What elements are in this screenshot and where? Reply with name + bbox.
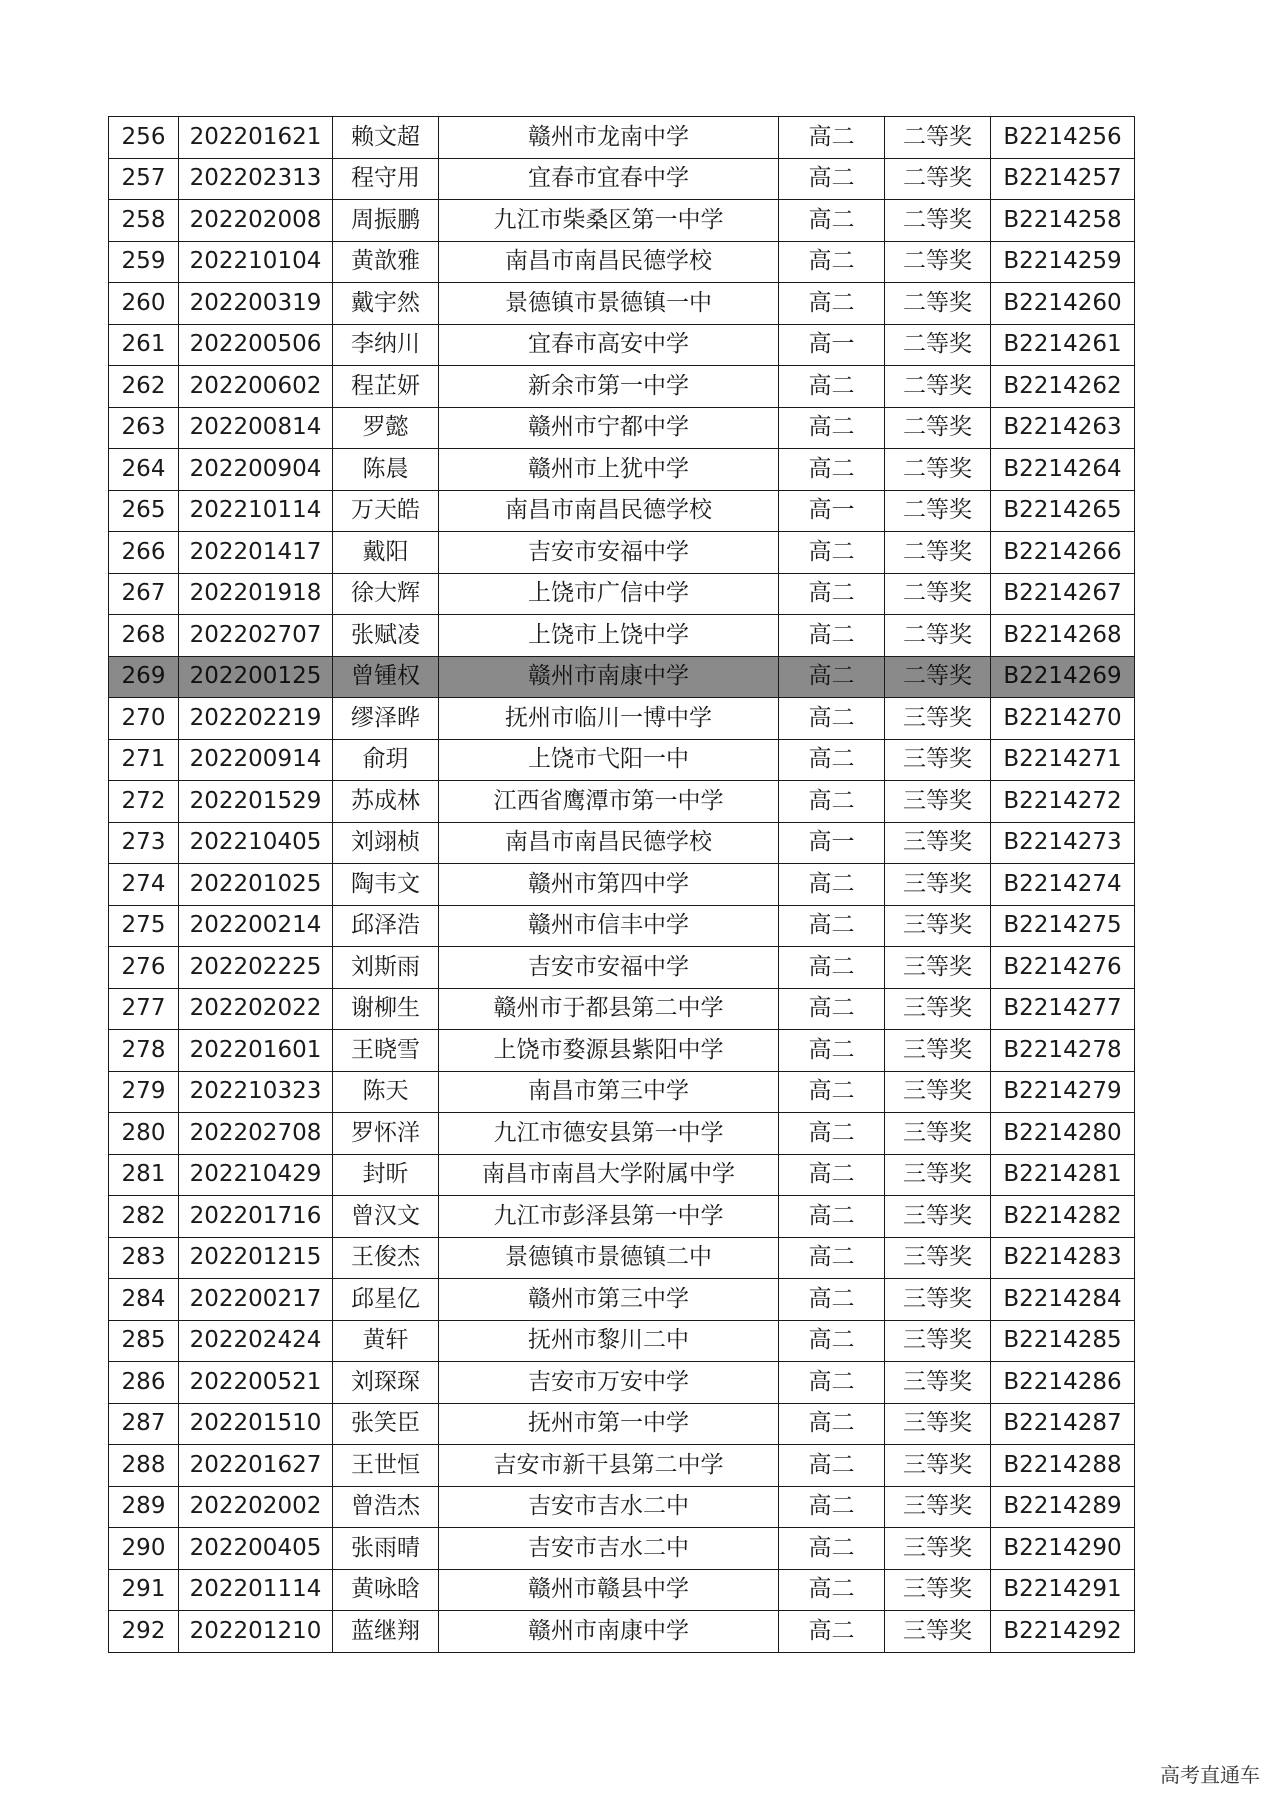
award-level-cell: 三等奖 (885, 1237, 991, 1279)
award-level-cell: 三等奖 (885, 822, 991, 864)
student-name-cell: 邱泽浩 (333, 905, 439, 947)
grade-cell: 高二 (779, 1320, 885, 1362)
table-row (109, 1403, 1135, 1445)
row-number-cell: 277 (109, 988, 179, 1030)
row-number-cell: 257 (109, 158, 179, 200)
student-name-cell: 黄歆雅 (333, 241, 439, 283)
student-name-cell: 刘琛琛 (333, 1362, 439, 1404)
certificate-number-cell: B2214266 (991, 532, 1135, 574)
row-number-cell: 264 (109, 449, 179, 491)
certificate-number-cell: B2214274 (991, 864, 1135, 906)
student-name-cell: 曾锺权 (333, 656, 439, 698)
table-row (109, 117, 1135, 159)
exam-id-cell: 202201627 (179, 1445, 333, 1487)
row-number-cell: 282 (109, 1196, 179, 1238)
grade-cell: 高二 (779, 739, 885, 781)
exam-id-cell: 202202225 (179, 947, 333, 989)
table-row (109, 1486, 1135, 1528)
school-cell: 宜春市高安中学 (439, 324, 779, 366)
row-number-cell: 263 (109, 407, 179, 449)
student-name-cell: 缪泽晔 (333, 698, 439, 740)
exam-id-cell: 202201215 (179, 1237, 333, 1279)
row-number-cell: 272 (109, 781, 179, 823)
student-name-cell: 周振鹏 (333, 200, 439, 242)
certificate-number-cell: B2214260 (991, 283, 1135, 325)
table-row (109, 200, 1135, 242)
row-number-cell: 274 (109, 864, 179, 906)
school-cell: 南昌市第三中学 (439, 1071, 779, 1113)
student-name-cell: 程守用 (333, 158, 439, 200)
school-cell: 赣州市宁都中学 (439, 407, 779, 449)
student-name-cell: 曾浩杰 (333, 1486, 439, 1528)
student-name-cell: 曾汉文 (333, 1196, 439, 1238)
certificate-number-cell: B2214287 (991, 1403, 1135, 1445)
certificate-number-cell: B2214272 (991, 781, 1135, 823)
student-name-cell: 戴宇然 (333, 283, 439, 325)
student-name-cell: 黄咏晗 (333, 1569, 439, 1611)
award-table-body (109, 117, 1135, 1653)
certificate-number-cell: B2214282 (991, 1196, 1135, 1238)
award-level-cell: 二等奖 (885, 656, 991, 698)
school-cell: 九江市柴桑区第一中学 (439, 200, 779, 242)
school-cell: 抚州市第一中学 (439, 1403, 779, 1445)
student-name-cell: 刘斯雨 (333, 947, 439, 989)
certificate-number-cell: B2214271 (991, 739, 1135, 781)
school-cell: 吉安市万安中学 (439, 1362, 779, 1404)
row-number-cell: 261 (109, 324, 179, 366)
table-row (109, 905, 1135, 947)
exam-id-cell: 202200914 (179, 739, 333, 781)
table-row (109, 947, 1135, 989)
exam-id-cell: 202202022 (179, 988, 333, 1030)
student-name-cell: 黄轩 (333, 1320, 439, 1362)
row-number-cell: 256 (109, 117, 179, 159)
grade-cell: 高一 (779, 324, 885, 366)
row-number-cell: 267 (109, 573, 179, 615)
award-level-cell: 三等奖 (885, 1196, 991, 1238)
award-level-cell: 二等奖 (885, 449, 991, 491)
school-cell: 赣州市南康中学 (439, 1611, 779, 1653)
certificate-number-cell: B2214276 (991, 947, 1135, 989)
school-cell: 景德镇市景德镇一中 (439, 283, 779, 325)
school-cell: 江西省鹰潭市第一中学 (439, 781, 779, 823)
student-name-cell: 陈天 (333, 1071, 439, 1113)
certificate-number-cell: B2214258 (991, 200, 1135, 242)
student-name-cell: 罗懿 (333, 407, 439, 449)
certificate-number-cell: B2214288 (991, 1445, 1135, 1487)
row-number-cell: 270 (109, 698, 179, 740)
award-level-cell: 二等奖 (885, 490, 991, 532)
grade-cell: 高二 (779, 200, 885, 242)
row-number-cell: 268 (109, 615, 179, 657)
exam-id-cell: 202210104 (179, 241, 333, 283)
row-number-cell: 278 (109, 1030, 179, 1072)
school-cell: 抚州市临川一博中学 (439, 698, 779, 740)
table-row (109, 1445, 1135, 1487)
grade-cell: 高二 (779, 1030, 885, 1072)
grade-cell: 高二 (779, 117, 885, 159)
school-cell: 赣州市赣县中学 (439, 1569, 779, 1611)
row-number-cell: 262 (109, 366, 179, 408)
exam-id-cell: 202202002 (179, 1486, 333, 1528)
table-row (109, 739, 1135, 781)
certificate-number-cell: B2214268 (991, 615, 1135, 657)
exam-id-cell: 202201621 (179, 117, 333, 159)
certificate-number-cell: B2214275 (991, 905, 1135, 947)
student-name-cell: 程芷妍 (333, 366, 439, 408)
grade-cell: 高二 (779, 1486, 885, 1528)
award-level-cell: 二等奖 (885, 241, 991, 283)
grade-cell: 高二 (779, 1237, 885, 1279)
award-level-cell: 二等奖 (885, 407, 991, 449)
grade-cell: 高二 (779, 1196, 885, 1238)
award-level-cell: 三等奖 (885, 1528, 991, 1570)
student-name-cell: 王俊杰 (333, 1237, 439, 1279)
exam-id-cell: 202201417 (179, 532, 333, 574)
grade-cell: 高二 (779, 1611, 885, 1653)
school-cell: 宜春市宜春中学 (439, 158, 779, 200)
exam-id-cell: 202200214 (179, 905, 333, 947)
student-name-cell: 陈晨 (333, 449, 439, 491)
certificate-number-cell: B2214291 (991, 1569, 1135, 1611)
student-name-cell: 王晓雪 (333, 1030, 439, 1072)
student-name-cell: 谢柳生 (333, 988, 439, 1030)
table-row (109, 573, 1135, 615)
exam-id-cell: 202202424 (179, 1320, 333, 1362)
row-number-cell: 283 (109, 1237, 179, 1279)
student-name-cell: 徐大辉 (333, 573, 439, 615)
certificate-number-cell: B2214256 (991, 117, 1135, 159)
award-level-cell: 三等奖 (885, 698, 991, 740)
table-row (109, 449, 1135, 491)
grade-cell: 高二 (779, 1528, 885, 1570)
grade-cell: 高二 (779, 1569, 885, 1611)
school-cell: 南昌市南昌民德学校 (439, 822, 779, 864)
student-name-cell: 戴阳 (333, 532, 439, 574)
exam-id-cell: 202200602 (179, 366, 333, 408)
row-number-cell: 271 (109, 739, 179, 781)
grade-cell: 高二 (779, 1362, 885, 1404)
row-number-cell: 258 (109, 200, 179, 242)
certificate-number-cell: B2214280 (991, 1113, 1135, 1155)
school-cell: 新余市第一中学 (439, 366, 779, 408)
grade-cell: 高二 (779, 532, 885, 574)
grade-cell: 高二 (779, 781, 885, 823)
student-name-cell: 刘翊桢 (333, 822, 439, 864)
exam-id-cell: 202201114 (179, 1569, 333, 1611)
school-cell: 上饶市婺源县紫阳中学 (439, 1030, 779, 1072)
award-level-cell: 三等奖 (885, 1445, 991, 1487)
school-cell: 九江市德安县第一中学 (439, 1113, 779, 1155)
certificate-number-cell: B2214263 (991, 407, 1135, 449)
award-level-cell: 二等奖 (885, 615, 991, 657)
school-cell: 吉安市安福中学 (439, 532, 779, 574)
table-row (109, 324, 1135, 366)
certificate-number-cell: B2214277 (991, 988, 1135, 1030)
row-number-cell: 259 (109, 241, 179, 283)
table-row (109, 781, 1135, 823)
award-level-cell: 三等奖 (885, 1611, 991, 1653)
school-cell: 赣州市龙南中学 (439, 117, 779, 159)
certificate-number-cell: B2214278 (991, 1030, 1135, 1072)
certificate-number-cell: B2214292 (991, 1611, 1135, 1653)
exam-id-cell: 202210323 (179, 1071, 333, 1113)
exam-id-cell: 202200319 (179, 283, 333, 325)
certificate-number-cell: B2214284 (991, 1279, 1135, 1321)
exam-id-cell: 202201529 (179, 781, 333, 823)
exam-id-cell: 202210405 (179, 822, 333, 864)
row-number-cell: 269 (109, 656, 179, 698)
certificate-number-cell: B2214286 (991, 1362, 1135, 1404)
school-cell: 南昌市南昌民德学校 (439, 241, 779, 283)
grade-cell: 高二 (779, 905, 885, 947)
student-name-cell: 王世恒 (333, 1445, 439, 1487)
exam-id-cell: 202200814 (179, 407, 333, 449)
award-level-cell: 三等奖 (885, 1113, 991, 1155)
exam-id-cell: 202200521 (179, 1362, 333, 1404)
table-row (109, 1320, 1135, 1362)
row-number-cell: 292 (109, 1611, 179, 1653)
row-number-cell: 276 (109, 947, 179, 989)
certificate-number-cell: B2214259 (991, 241, 1135, 283)
table-row (109, 698, 1135, 740)
exam-id-cell: 202200506 (179, 324, 333, 366)
table-row (109, 988, 1135, 1030)
exam-id-cell: 202201716 (179, 1196, 333, 1238)
exam-id-cell: 202202008 (179, 200, 333, 242)
exam-id-cell: 202200405 (179, 1528, 333, 1570)
student-name-cell: 蓝继翔 (333, 1611, 439, 1653)
certificate-number-cell: B2214261 (991, 324, 1135, 366)
row-number-cell: 285 (109, 1320, 179, 1362)
table-row (109, 490, 1135, 532)
exam-id-cell: 202200904 (179, 449, 333, 491)
exam-id-cell: 202201210 (179, 1611, 333, 1653)
exam-id-cell: 202201601 (179, 1030, 333, 1072)
row-number-cell: 279 (109, 1071, 179, 1113)
grade-cell: 高二 (779, 1071, 885, 1113)
table-row (109, 656, 1135, 698)
certificate-number-cell: B2214283 (991, 1237, 1135, 1279)
row-number-cell: 288 (109, 1445, 179, 1487)
award-list-table (108, 116, 1135, 1653)
certificate-number-cell: B2214279 (991, 1071, 1135, 1113)
student-name-cell: 李纳川 (333, 324, 439, 366)
school-cell: 上饶市广信中学 (439, 573, 779, 615)
school-cell: 吉安市吉水二中 (439, 1486, 779, 1528)
grade-cell: 高二 (779, 615, 885, 657)
grade-cell: 高二 (779, 573, 885, 615)
school-cell: 赣州市第三中学 (439, 1279, 779, 1321)
table-row (109, 615, 1135, 657)
school-cell: 景德镇市景德镇二中 (439, 1237, 779, 1279)
row-number-cell: 284 (109, 1279, 179, 1321)
table-row (109, 241, 1135, 283)
award-level-cell: 二等奖 (885, 366, 991, 408)
exam-id-cell: 202201510 (179, 1403, 333, 1445)
exam-id-cell: 202200217 (179, 1279, 333, 1321)
award-level-cell: 三等奖 (885, 1569, 991, 1611)
grade-cell: 高二 (779, 1279, 885, 1321)
grade-cell: 高二 (779, 1445, 885, 1487)
row-number-cell: 289 (109, 1486, 179, 1528)
award-level-cell: 二等奖 (885, 573, 991, 615)
certificate-number-cell: B2214285 (991, 1320, 1135, 1362)
grade-cell: 高二 (779, 1403, 885, 1445)
exam-id-cell: 202201025 (179, 864, 333, 906)
student-name-cell: 罗怀洋 (333, 1113, 439, 1155)
table-row (109, 158, 1135, 200)
grade-cell: 高二 (779, 656, 885, 698)
exam-id-cell: 202202219 (179, 698, 333, 740)
student-name-cell: 陶韦文 (333, 864, 439, 906)
award-level-cell: 三等奖 (885, 905, 991, 947)
student-name-cell: 张笑臣 (333, 1403, 439, 1445)
exam-id-cell: 202202707 (179, 615, 333, 657)
school-cell: 南昌市南昌大学附属中学 (439, 1154, 779, 1196)
grade-cell: 高二 (779, 366, 885, 408)
student-name-cell: 张雨晴 (333, 1528, 439, 1570)
table-row (109, 864, 1135, 906)
certificate-number-cell: B2214267 (991, 573, 1135, 615)
grade-cell: 高一 (779, 490, 885, 532)
row-number-cell: 260 (109, 283, 179, 325)
grade-cell: 高二 (779, 947, 885, 989)
school-cell: 吉安市新干县第二中学 (439, 1445, 779, 1487)
table-row (109, 822, 1135, 864)
grade-cell: 高二 (779, 407, 885, 449)
award-level-cell: 三等奖 (885, 1071, 991, 1113)
grade-cell: 高二 (779, 1113, 885, 1155)
award-level-cell: 三等奖 (885, 1403, 991, 1445)
table-row (109, 283, 1135, 325)
school-cell: 九江市彭泽县第一中学 (439, 1196, 779, 1238)
certificate-number-cell: B2214273 (991, 822, 1135, 864)
school-cell: 赣州市第四中学 (439, 864, 779, 906)
school-cell: 赣州市上犹中学 (439, 449, 779, 491)
table-row (109, 1196, 1135, 1238)
award-level-cell: 二等奖 (885, 200, 991, 242)
grade-cell: 高一 (779, 822, 885, 864)
school-cell: 吉安市安福中学 (439, 947, 779, 989)
grade-cell: 高二 (779, 988, 885, 1030)
school-cell: 上饶市上饶中学 (439, 615, 779, 657)
row-number-cell: 275 (109, 905, 179, 947)
school-cell: 赣州市信丰中学 (439, 905, 779, 947)
table-row (109, 1030, 1135, 1072)
exam-id-cell: 202210429 (179, 1154, 333, 1196)
certificate-number-cell: B2214281 (991, 1154, 1135, 1196)
award-level-cell: 三等奖 (885, 1030, 991, 1072)
table-row (109, 532, 1135, 574)
school-cell: 上饶市弋阳一中 (439, 739, 779, 781)
table-row (109, 1154, 1135, 1196)
grade-cell: 高二 (779, 158, 885, 200)
grade-cell: 高二 (779, 1154, 885, 1196)
school-cell: 赣州市南康中学 (439, 656, 779, 698)
award-level-cell: 三等奖 (885, 739, 991, 781)
exam-id-cell: 202202313 (179, 158, 333, 200)
award-level-cell: 三等奖 (885, 1320, 991, 1362)
row-number-cell: 280 (109, 1113, 179, 1155)
award-level-cell: 二等奖 (885, 158, 991, 200)
source-watermark: 高考直通车 (1160, 1763, 1260, 1787)
certificate-number-cell: B2214290 (991, 1528, 1135, 1570)
certificate-number-cell: B2214265 (991, 490, 1135, 532)
certificate-number-cell: B2214270 (991, 698, 1135, 740)
row-number-cell: 266 (109, 532, 179, 574)
school-cell: 吉安市吉水二中 (439, 1528, 779, 1570)
award-level-cell: 二等奖 (885, 283, 991, 325)
table-row (109, 366, 1135, 408)
certificate-number-cell: B2214269 (991, 656, 1135, 698)
student-name-cell: 万天皓 (333, 490, 439, 532)
exam-id-cell: 202201918 (179, 573, 333, 615)
table-row (109, 1611, 1135, 1653)
school-cell: 南昌市南昌民德学校 (439, 490, 779, 532)
table-row (109, 1569, 1135, 1611)
certificate-number-cell: B2214264 (991, 449, 1135, 491)
certificate-number-cell: B2214257 (991, 158, 1135, 200)
student-name-cell: 苏成林 (333, 781, 439, 823)
award-level-cell: 三等奖 (885, 1279, 991, 1321)
student-name-cell: 赖文超 (333, 117, 439, 159)
grade-cell: 高二 (779, 449, 885, 491)
grade-cell: 高二 (779, 698, 885, 740)
award-level-cell: 二等奖 (885, 532, 991, 574)
table-row (109, 1362, 1135, 1404)
school-cell: 抚州市黎川二中 (439, 1320, 779, 1362)
row-number-cell: 286 (109, 1362, 179, 1404)
award-level-cell: 二等奖 (885, 117, 991, 159)
award-level-cell: 三等奖 (885, 864, 991, 906)
school-cell: 赣州市于都县第二中学 (439, 988, 779, 1030)
exam-id-cell: 202200125 (179, 656, 333, 698)
table-row (109, 1071, 1135, 1113)
grade-cell: 高二 (779, 241, 885, 283)
grade-cell: 高二 (779, 283, 885, 325)
certificate-number-cell: B2214289 (991, 1486, 1135, 1528)
award-level-cell: 二等奖 (885, 324, 991, 366)
certificate-number-cell: B2214262 (991, 366, 1135, 408)
row-number-cell: 273 (109, 822, 179, 864)
table-row (109, 1528, 1135, 1570)
student-name-cell: 封昕 (333, 1154, 439, 1196)
award-level-cell: 三等奖 (885, 1486, 991, 1528)
table-row (109, 1279, 1135, 1321)
award-level-cell: 三等奖 (885, 1362, 991, 1404)
row-number-cell: 291 (109, 1569, 179, 1611)
row-number-cell: 287 (109, 1403, 179, 1445)
student-name-cell: 俞玥 (333, 739, 439, 781)
student-name-cell: 张赋凌 (333, 615, 439, 657)
row-number-cell: 265 (109, 490, 179, 532)
award-level-cell: 三等奖 (885, 1154, 991, 1196)
row-number-cell: 290 (109, 1528, 179, 1570)
table-row (109, 1237, 1135, 1279)
award-level-cell: 三等奖 (885, 988, 991, 1030)
grade-cell: 高二 (779, 864, 885, 906)
student-name-cell: 邱星亿 (333, 1279, 439, 1321)
row-number-cell: 281 (109, 1154, 179, 1196)
exam-id-cell: 202210114 (179, 490, 333, 532)
table-row (109, 407, 1135, 449)
exam-id-cell: 202202708 (179, 1113, 333, 1155)
table-row (109, 1113, 1135, 1155)
award-level-cell: 三等奖 (885, 781, 991, 823)
award-level-cell: 三等奖 (885, 947, 991, 989)
